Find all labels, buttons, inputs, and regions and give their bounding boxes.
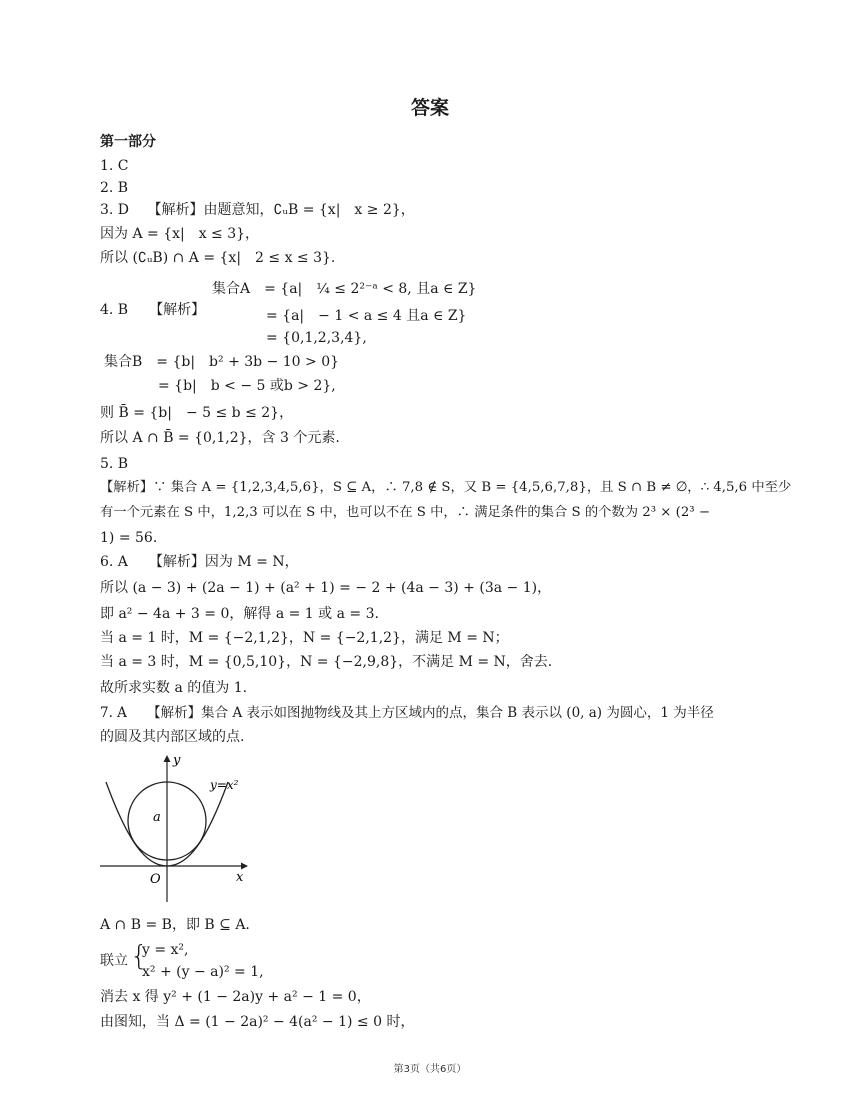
answer-7-line5: 消去 x 得 y² + (1 − 2a)y + a² − 1 = 0， bbox=[100, 989, 371, 1005]
answer-5-line2: 【解析】∵ 集合 A = {1,2,3,4,5,6}，S ⊆ A，∴ 7,8 ∉ S，又 B = {4,5,6,7,8}，且 S ∩ B ≠ ∅，∴ 4,5,6 中至少 bbox=[100, 480, 792, 495]
answer-7-system-label: 联立 bbox=[100, 953, 128, 969]
answer-5-line3: 有一个元素在 S 中，1,2,3 可以在 S 中，也可以不在 S 中，∴ 满足条件的集合 S 的个数为 2³ × (2³ − bbox=[100, 505, 710, 520]
curve-label: y=x² bbox=[210, 778, 239, 792]
answer-4-eq7: 所以 A ∩ B̄ = {0,1,2}，含 3 个元素. bbox=[100, 430, 340, 446]
page-footer: 第3页（共6页） bbox=[393, 1064, 467, 1075]
x-axis-arrow bbox=[241, 863, 248, 870]
answer-7-system-eq1: y = x², bbox=[142, 942, 189, 958]
answer-2: 2. B bbox=[100, 180, 129, 196]
answer-4-eq2: = {a| − 1 < a ≤ 4 且a ∈ Z} bbox=[266, 308, 467, 324]
answer-4-eq4: 集合B = {b| b² + 3b − 10 > 0} bbox=[104, 354, 340, 370]
answer-4-eq3: = {0,1,2,3,4}, bbox=[266, 330, 367, 346]
answer-3-line3: 所以 (∁ᵤB) ∩ A = {x| 2 ≤ x ≤ 3}. bbox=[100, 250, 336, 266]
answer-7-line6: 由图知，当 Δ = (1 − 2a)² − 4(a² − 1) ≤ 0 时， bbox=[100, 1014, 415, 1030]
system-brace: { bbox=[130, 939, 148, 972]
answer-3-line2: 因为 A = {x| x ≤ 3}， bbox=[100, 226, 260, 242]
answer-6-line4: 当 a = 1 时，M = {−2,1,2}，N = {−2,1,2}，满足 M = N； bbox=[100, 630, 509, 646]
answer-6-line6: 故所求实数 a 的值为 1. bbox=[100, 680, 248, 696]
answer-4-eq6: 则 B̄ = {b| − 5 ≤ b ≤ 2}， bbox=[100, 405, 294, 421]
answer-4-label: 4. B 【解析】 bbox=[100, 302, 206, 318]
answer-6-line3: 即 a² − 4a + 3 = 0，解得 a = 1 或 a = 3. bbox=[100, 606, 379, 622]
answer-5-line4: 1) = 56. bbox=[100, 530, 158, 546]
x-axis-label: x bbox=[236, 870, 244, 885]
answer-5: 5. B bbox=[100, 456, 129, 472]
page-title: 答案 bbox=[410, 97, 449, 119]
answer-3: 3. D 【解析】由题意知，∁ᵤB = {x| x ≥ 2}， bbox=[100, 202, 415, 218]
answer-7-line3: A ∩ B = B，即 B ⊆ A. bbox=[100, 917, 250, 933]
answer-1: 1. C bbox=[100, 158, 129, 174]
answer-7-line2: 的圆及其内部区域的点. bbox=[100, 729, 245, 745]
center-a-label: a bbox=[153, 810, 161, 825]
answer-6: 6. A 【解析】因为 M = N， bbox=[100, 554, 299, 570]
answer-4-eq1: 集合A = {a| ¼ ≤ 2²⁻ᵃ < 8, 且a ∈ Z} bbox=[212, 281, 477, 297]
answer-6-line2: 所以 (a − 3) + (2a − 1) + (a² + 1) = − 2 + (4a − 3) + (3a − 1)， bbox=[100, 580, 552, 596]
answer-6-line5: 当 a = 3 时，M = {0,5,10}，N = {−2,9,8}，不满足 M = N，舍去. bbox=[100, 654, 553, 670]
answer-7: 7. A 【解析】集合 A 表示如图抛物线及其上方区域内的点，集合 B 表示以 (0, a) 为圆心，1 为半径 bbox=[100, 705, 714, 721]
origin-label: O bbox=[150, 872, 161, 887]
section-heading: 第一部分 bbox=[100, 134, 156, 150]
answer-4-eq5: = {b| b < − 5 或b > 2}, bbox=[158, 378, 336, 394]
answer-7-system-eq2: x² + (y − a)² = 1, bbox=[142, 964, 264, 980]
y-axis-arrow bbox=[164, 755, 171, 762]
parabola-circle-figure bbox=[98, 752, 258, 904]
y-axis-label: y bbox=[173, 753, 181, 768]
